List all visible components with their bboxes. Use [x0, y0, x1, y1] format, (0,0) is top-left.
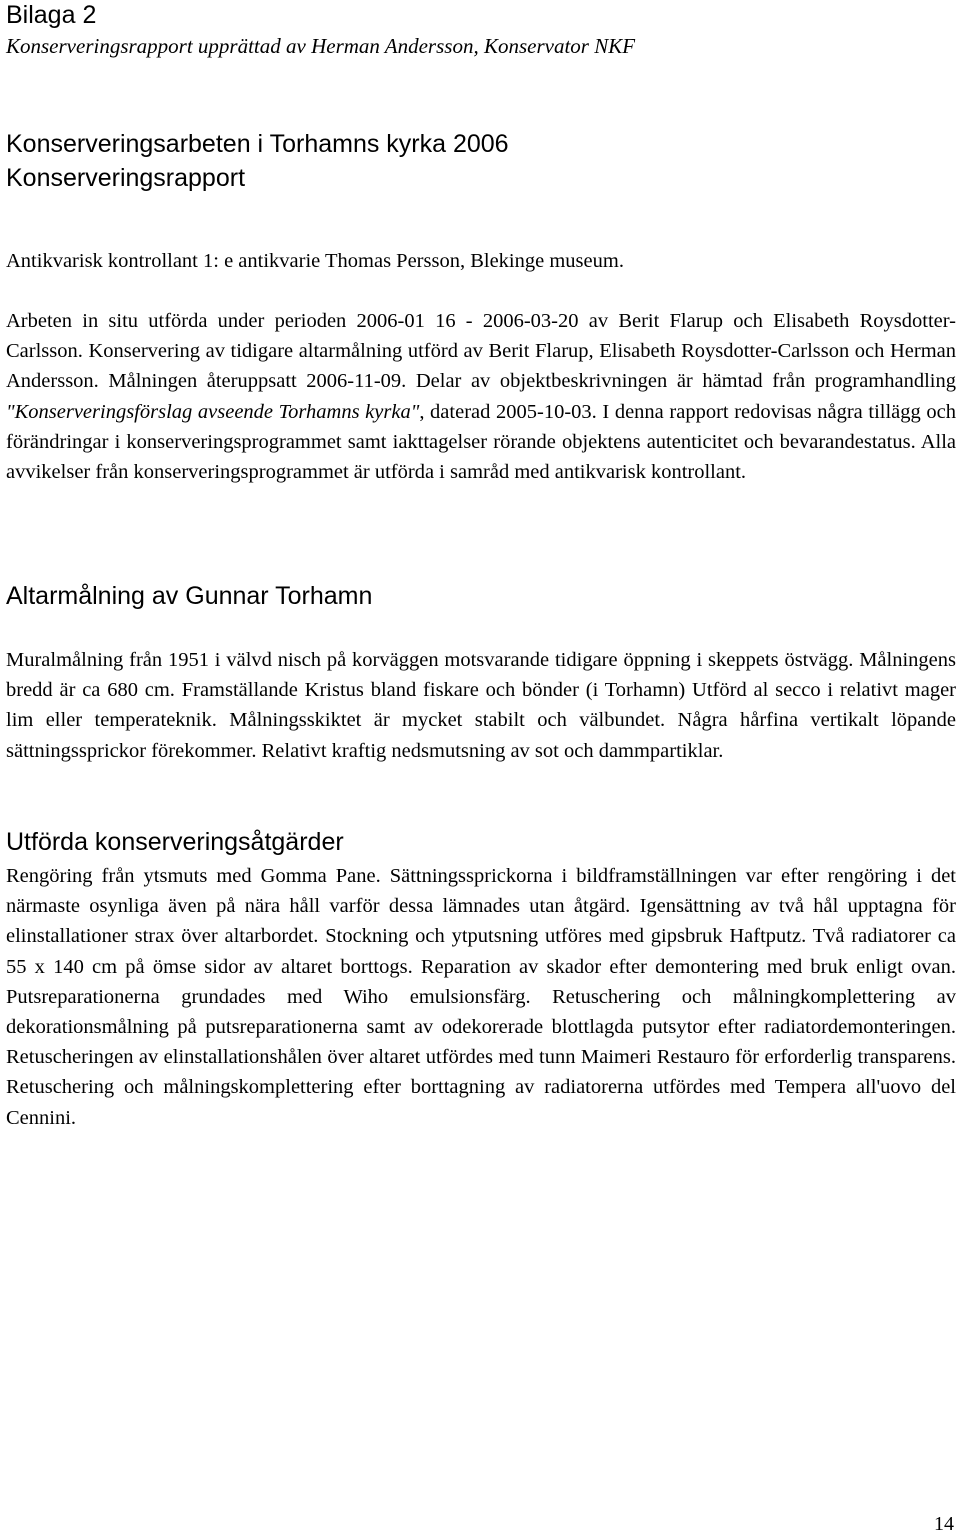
report-title-line-1: Konserveringsarbeten i Torhamns kyrka 2006 — [6, 130, 509, 158]
report-title-line-2: Konserveringsrapport — [6, 164, 246, 192]
section-heading-altarmalning: Altarmålning av Gunnar Torhamn — [6, 582, 373, 610]
section-heading-atgarder: Utförda konserveringsåtgärder — [6, 828, 344, 856]
report-title — [6, 127, 509, 195]
section-body-altarmalning: Muralmålning från 1951 i välvd nisch på korväggen motsvarande tidigare öppning i skeppets östvägg. Målningens bredd är ca 680 cm. Framställande Kristus bland fiskare och bönder (i Torhamn) Utförd al secco i relativt mager lim eller temperateknik. Målningsskiktet är mycket stabilt och välbundet. Några hårfina vertikalt löpande sättningssprickor förekommer. Relativt kraftig nedsmutsning av sot och dammpartiklar. — [6, 649, 956, 762]
page-number: 14 — [934, 1513, 954, 1535]
intro-text-italic-title: "Konserveringsförslag avseende Torhamns kyrka" — [6, 400, 420, 423]
intro-text-part-1: Arbeten in situ utförda under perioden 2006-01 16 - 2006-03-20 av Berit Flarup och Elisabeth Roysdotter-Carlsson. Konservering av tidigare altarmålning utförd av Berit Flarup, Elisabeth Roysdotter-Carlsson och Herman Andersson. Målningen återuppsatt 2006-11-09. Delar av objektbeskrivningen är hämtad från programhandling — [6, 310, 956, 393]
intro-paragraph — [6, 306, 956, 487]
intro-text-part-2: , daterad 2005-10-03. I denna rapport redovisas några tillägg och förändringar i konserveringsprogrammet samt iakttagelser rörande objektens autenticitet och bevarandestatus. Alla avvikelser från konserveringsprogrammet är utförda i samråd med antikvarisk kontrollant. — [6, 400, 957, 484]
controller-line: Antikvarisk kontrollant 1: e antikvarie Thomas Persson, Blekinge museum. — [6, 250, 624, 272]
appendix-subtitle: Konserveringsrapport upprättad av Herman Andersson, Konservator NKF — [6, 34, 636, 58]
section-body-atgarder: Rengöring från ytsmuts med Gomma Pane. Sättningssprickorna i bildframställningen var efter rengöring i det närmaste osynliga även på nära håll varför dessa lämnades utan åtgärd. Igensättning av två hål upptagna för elinstallationer strax över altarbordet. Stockning och ytputsning utföres med gipsbruk Haftputz. Två radiatorer ca 55 x 140 cm på ömse sidor av altaret borttogs. Reparation av skador efter demontering med bruk enligt ovan. Putsreparationerna grundades med Wiho emulsionsfärg. Retuschering och målningkomplettering av dekorationsmålning på putsreparationerna samt av odekorerade blottlagda putsytor efter radiatordemonteringen. Retuscheringen av elinstallationshålen över altaret utfördes med tunn Maimeri Restauro för erforderlig transparens. Retuschering och målningskomplettering efter borttagning av radiatorerna utfördes med Tempera all'uovo del Cennini. — [6, 865, 956, 1129]
appendix-title: Bilaga 2 — [6, 1, 97, 29]
